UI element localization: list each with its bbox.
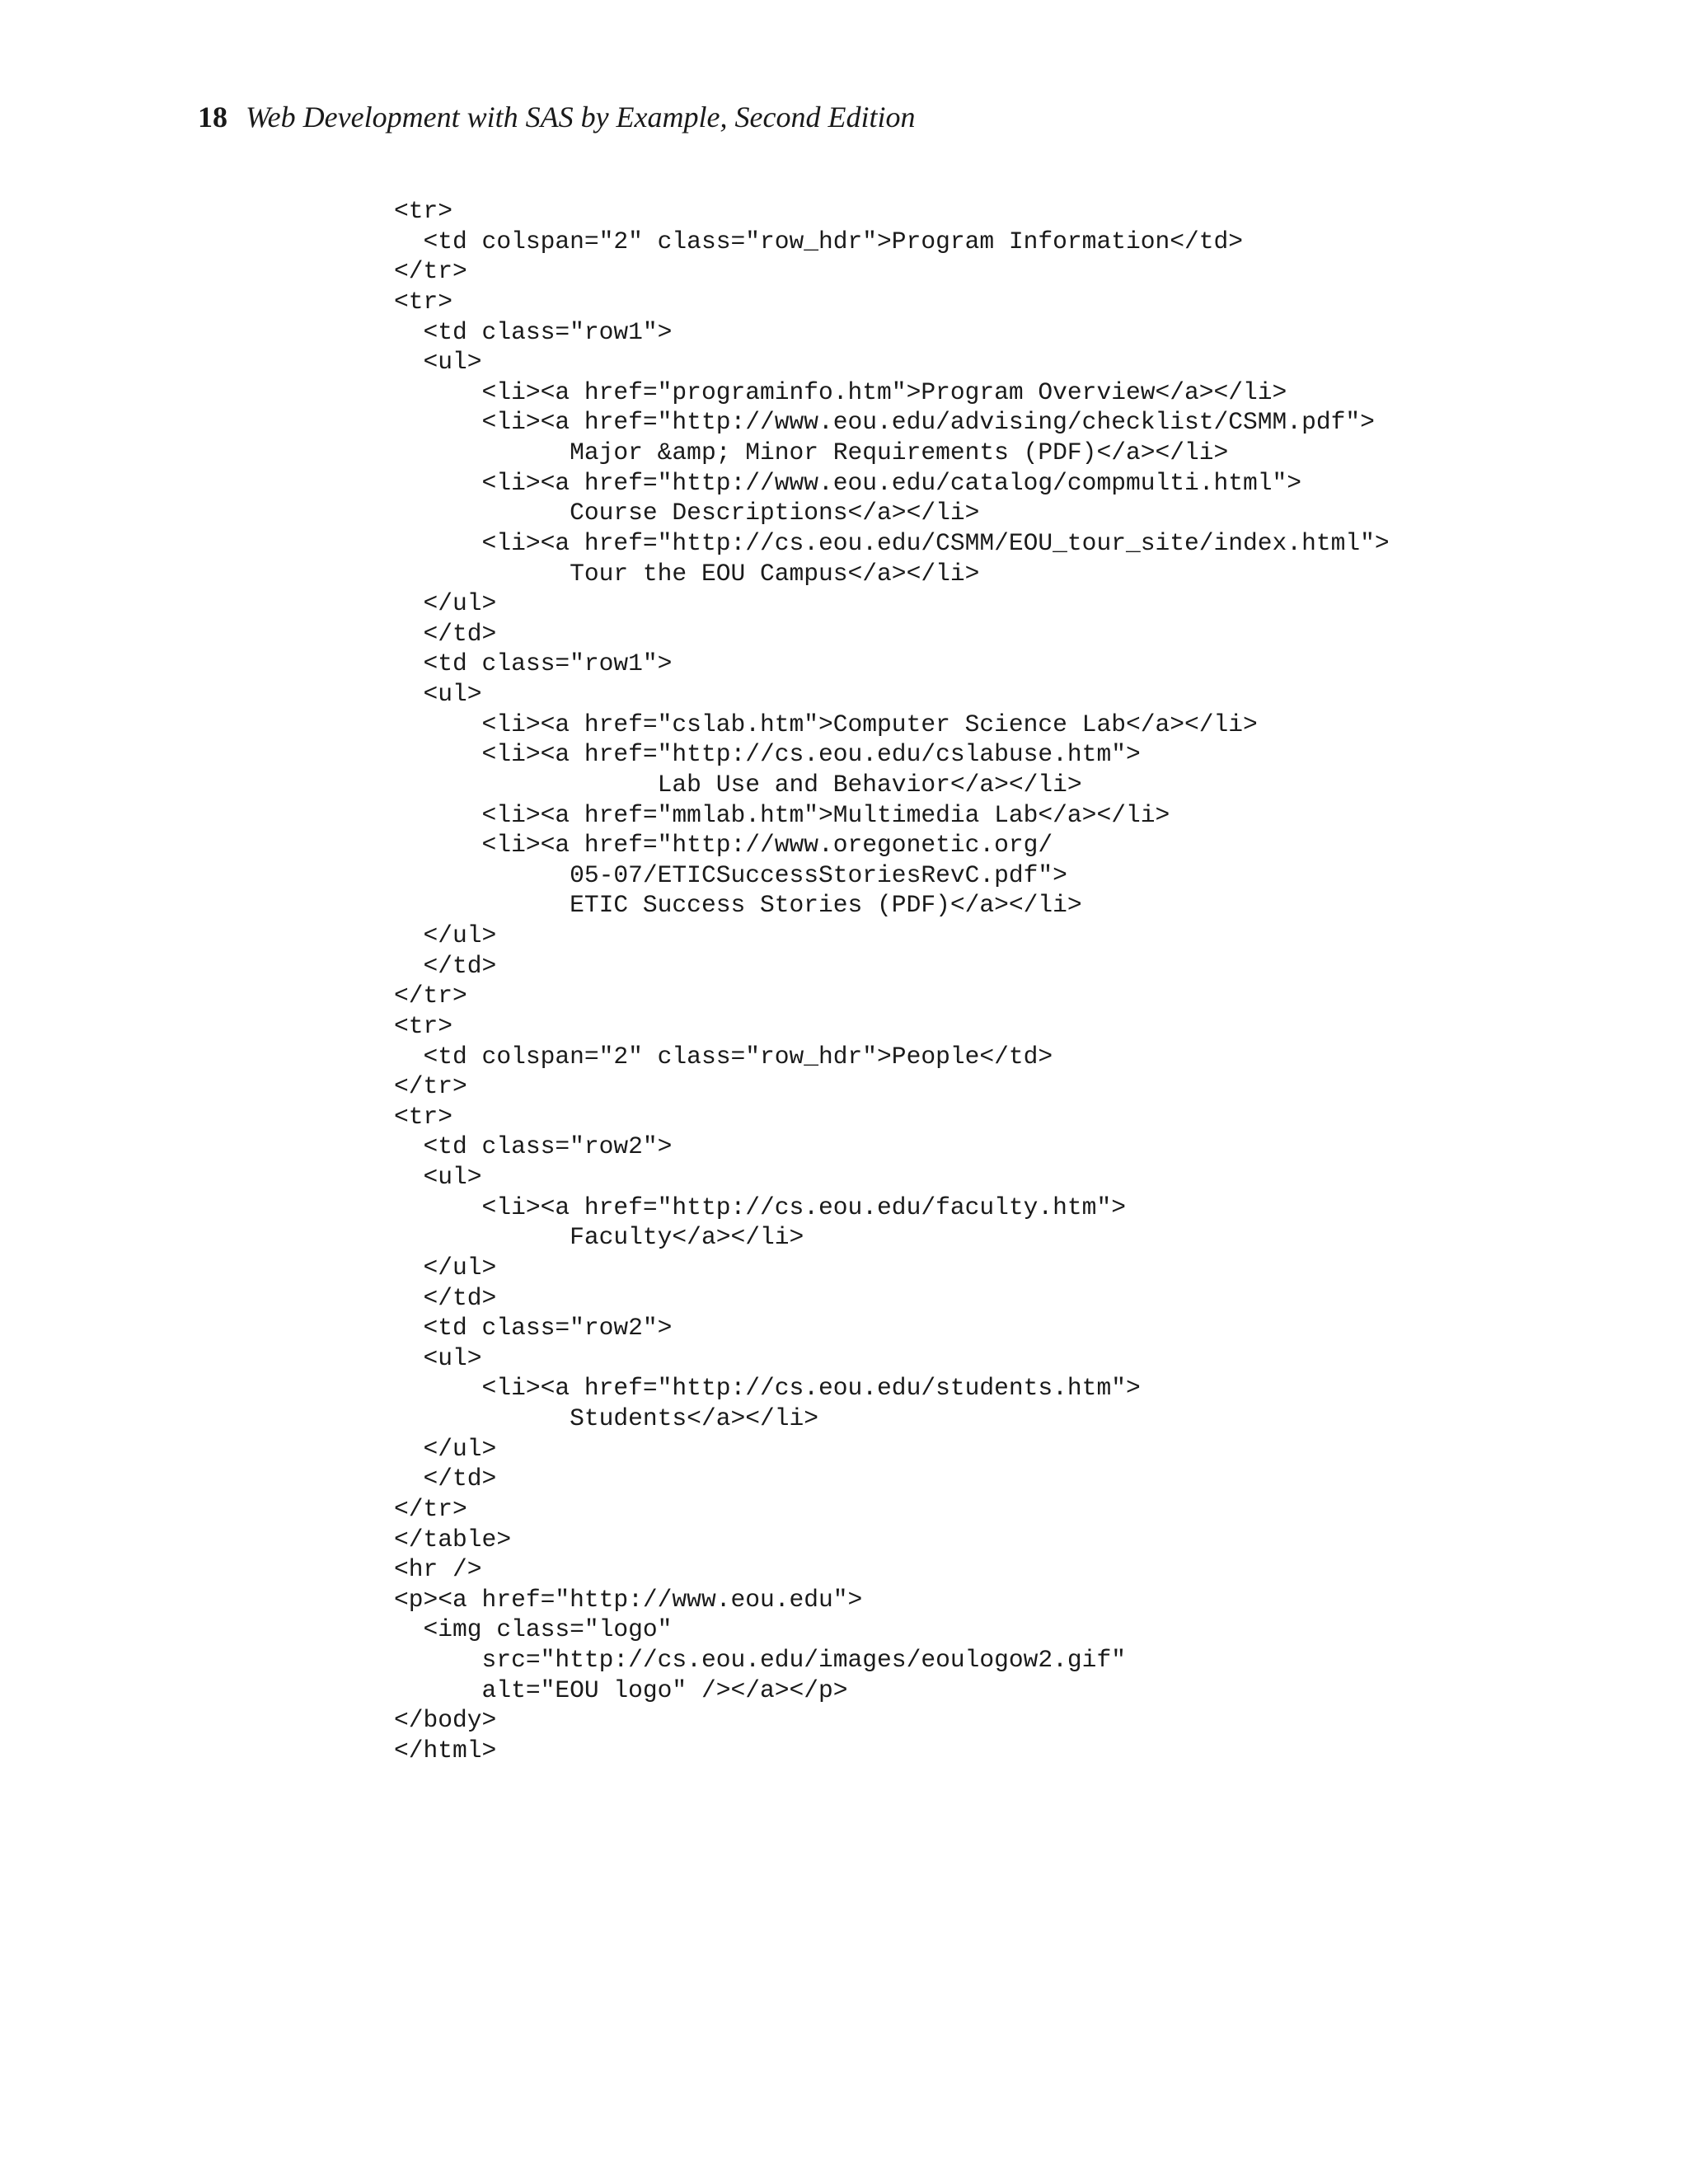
code-line: </td>: [394, 1465, 497, 1493]
code-line: <li><a href="http://www.eou.edu/advising/checklist/CSMM.pdf">: [394, 408, 1375, 437]
code-line: <ul>: [394, 348, 482, 377]
code-line: </ul>: [394, 921, 497, 949]
code-line: Major &amp; Minor Requirements (PDF)</a></li>: [394, 438, 1229, 466]
code-line: 05-07/ETICSuccessStoriesRevC.pdf">: [394, 860, 1067, 889]
code-line: </table>: [394, 1525, 512, 1554]
code-line: <li><a href="http://cs.eou.edu/faculty.htm">: [394, 1193, 1126, 1221]
code-line: <td colspan="2" class="row_hdr">Program Information</td>: [394, 227, 1244, 255]
code-line: </tr>: [394, 257, 467, 286]
code-line: <tr>: [394, 1011, 453, 1040]
code-line: <td colspan="2" class="row_hdr">People</td>: [394, 1042, 1053, 1071]
code-line: Course Descriptions</a></li>: [394, 499, 980, 527]
code-line: </td>: [394, 951, 497, 980]
code-line: Tour the EOU Campus</a></li>: [394, 559, 980, 588]
code-line: <p><a href="http://www.eou.edu">: [394, 1585, 863, 1614]
page-number: 18: [198, 101, 227, 134]
code-line: <tr>: [394, 197, 453, 225]
code-line: ETIC Success Stories (PDF)</a></li>: [394, 891, 1082, 920]
code-line: Faculty</a></li>: [394, 1223, 804, 1252]
code-line: <ul>: [394, 1163, 482, 1191]
book-title: Web Development with SAS by Example, Second Edition: [246, 101, 916, 134]
code-line: <li><a href="http://cs.eou.edu/CSMM/EOU_tour_site/index.html">: [394, 528, 1390, 557]
code-line: <li><a href="cslab.htm">Computer Science Lab</a></li>: [394, 710, 1258, 738]
code-line: <li><a href="http://cs.eou.edu/cslabuse.htm">: [394, 740, 1141, 769]
code-line: </body>: [394, 1706, 497, 1735]
code-line: <li><a href="http://cs.eou.edu/students.htm">: [394, 1374, 1141, 1403]
code-line: <hr />: [394, 1555, 482, 1584]
code-listing: [394, 196, 1390, 1766]
code-line: <ul>: [394, 680, 482, 708]
code-line: <li><a href="mmlab.htm">Multimedia Lab</a></li>: [394, 800, 1170, 829]
code-line: <td class="row2">: [394, 1132, 673, 1161]
code-line: Lab Use and Behavior</a></li>: [394, 770, 1082, 799]
code-line: <li><a href="http://www.oregonetic.org/: [394, 831, 1053, 860]
code-line: alt="EOU logo" /></a></p>: [394, 1675, 848, 1704]
code-line: Students</a></li>: [394, 1404, 819, 1432]
code-line: <td class="row1">: [394, 317, 673, 346]
code-line: </ul>: [394, 1253, 497, 1282]
code-line: </tr>: [394, 982, 467, 1010]
code-line: <li><a href="programinfo.htm">Program Overview</a></li>: [394, 377, 1287, 406]
code-line: <td class="row2">: [394, 1314, 673, 1343]
code-line: <tr>: [394, 1102, 453, 1131]
code-line: </tr>: [394, 1072, 467, 1101]
code-line: <img class="logo": [394, 1615, 673, 1644]
running-header: [198, 92, 915, 142]
code-line: <li><a href="http://www.eou.edu/catalog/compmulti.html">: [394, 468, 1302, 497]
code-line: </ul>: [394, 1434, 497, 1463]
code-line: <tr>: [394, 287, 453, 316]
code-line: </html>: [394, 1736, 497, 1765]
code-line: </td>: [394, 1283, 497, 1312]
code-line: <td class="row1">: [394, 649, 673, 678]
code-line: </td>: [394, 619, 497, 648]
code-line: </tr>: [394, 1494, 467, 1523]
code-line: </ul>: [394, 589, 497, 618]
code-line: src="http://cs.eou.edu/images/eoulogow2.gif": [394, 1646, 1126, 1674]
code-line: <ul>: [394, 1343, 482, 1372]
